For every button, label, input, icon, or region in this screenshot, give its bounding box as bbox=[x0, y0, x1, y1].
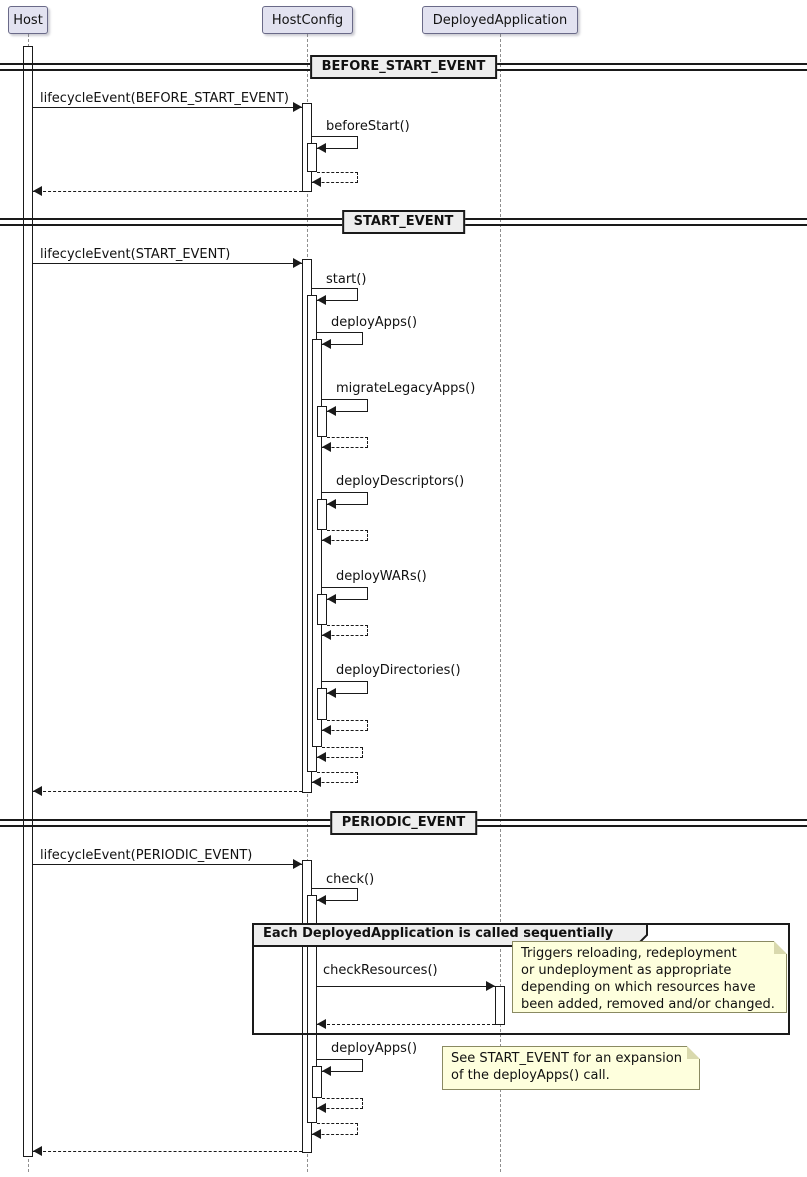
arrowhead-icon bbox=[317, 1103, 326, 1113]
note-check-resources bbox=[512, 941, 787, 1013]
divider-periodic-event: PERIODIC_EVENT bbox=[330, 811, 478, 835]
return-line-to-host bbox=[33, 1151, 302, 1152]
activation-bar-deployapps bbox=[312, 339, 322, 747]
message-label-deploywars: deployWARs() bbox=[336, 569, 427, 584]
message-label-start: start() bbox=[326, 272, 367, 287]
arrowhead-icon bbox=[312, 177, 321, 187]
divider-before-start-event: BEFORE_START_EVENT bbox=[310, 55, 498, 79]
arrowhead-icon bbox=[317, 1019, 326, 1029]
participant-hostconfig bbox=[262, 6, 353, 34]
arrowhead-icon bbox=[322, 630, 331, 640]
arrowhead-icon bbox=[322, 535, 331, 545]
message-label-lifecycleevent-periodic: lifecycleEvent(PERIODIC_EVENT) bbox=[40, 848, 253, 863]
arrowhead-icon bbox=[327, 499, 336, 509]
message-label-check: check() bbox=[326, 872, 375, 887]
message-line bbox=[317, 986, 495, 987]
message-label-migratelegacyapps: migrateLegacyApps() bbox=[336, 381, 476, 396]
message-line bbox=[33, 864, 302, 865]
participant-deployedapplication bbox=[422, 6, 578, 34]
message-label-lifecycleevent-before-start: lifecycleEvent(BEFORE_START_EVENT) bbox=[40, 91, 289, 106]
arrowhead-icon bbox=[486, 981, 495, 991]
arrowhead-icon bbox=[317, 752, 326, 762]
arrowhead-icon bbox=[312, 777, 321, 787]
message-label-deploydescriptors: deployDescriptors() bbox=[336, 474, 465, 489]
arrowhead-icon bbox=[317, 295, 326, 305]
arrowhead-icon bbox=[312, 1129, 321, 1139]
arrowhead-icon bbox=[317, 895, 326, 905]
activation-bar-host bbox=[23, 46, 33, 1157]
note-line: been added, removed and/or changed. bbox=[521, 997, 775, 1012]
arrowhead-icon bbox=[33, 1146, 42, 1156]
return-line bbox=[317, 1024, 495, 1025]
note-line: or undeployment as appropriate bbox=[521, 963, 732, 978]
message-label-beforestart: beforeStart() bbox=[326, 119, 410, 134]
arrowhead-icon bbox=[327, 594, 336, 604]
arrowhead-icon bbox=[33, 786, 42, 796]
note-line: of the deployApps() call. bbox=[451, 1068, 610, 1083]
arrowhead-icon bbox=[322, 339, 331, 349]
arrowhead-icon bbox=[327, 406, 336, 416]
message-line bbox=[33, 263, 302, 264]
arrowhead-icon bbox=[327, 688, 336, 698]
arrowhead-icon bbox=[317, 143, 326, 153]
arrowhead-icon bbox=[322, 442, 331, 452]
note-line: depending on which resources have bbox=[521, 980, 756, 995]
activation-bar-deployedapplication bbox=[495, 986, 505, 1025]
return-line-to-host bbox=[33, 191, 302, 192]
note-line: Triggers reloading, redeployment bbox=[521, 946, 737, 961]
return-line-to-host bbox=[33, 791, 302, 792]
arrowhead-icon bbox=[293, 102, 302, 112]
participant-label: DeployedApplication bbox=[432, 12, 568, 28]
arrowhead-icon bbox=[322, 725, 331, 735]
group-label: Each DeployedApplication is called sequentially bbox=[263, 926, 614, 941]
message-label-deploydirectories: deployDirectories() bbox=[336, 663, 461, 678]
message-label-lifecycleevent-start: lifecycleEvent(START_EVENT) bbox=[40, 247, 231, 262]
message-label-deployapps-periodic: deployApps() bbox=[331, 1041, 418, 1056]
arrowhead-icon bbox=[293, 258, 302, 268]
participant-label: HostConfig bbox=[271, 12, 344, 28]
note-see-start-event bbox=[442, 1046, 700, 1090]
message-line bbox=[33, 107, 302, 108]
participant-host bbox=[8, 6, 48, 34]
arrowhead-icon bbox=[293, 859, 302, 869]
divider-start-event: START_EVENT bbox=[342, 210, 466, 234]
participant-label: Host bbox=[13, 12, 43, 28]
message-label-deployapps: deployApps() bbox=[331, 315, 418, 330]
message-label-checkresources: checkResources() bbox=[323, 963, 438, 978]
arrowhead-icon bbox=[322, 1066, 331, 1076]
note-line: See START_EVENT for an expansion bbox=[451, 1051, 682, 1066]
arrowhead-icon bbox=[33, 186, 42, 196]
